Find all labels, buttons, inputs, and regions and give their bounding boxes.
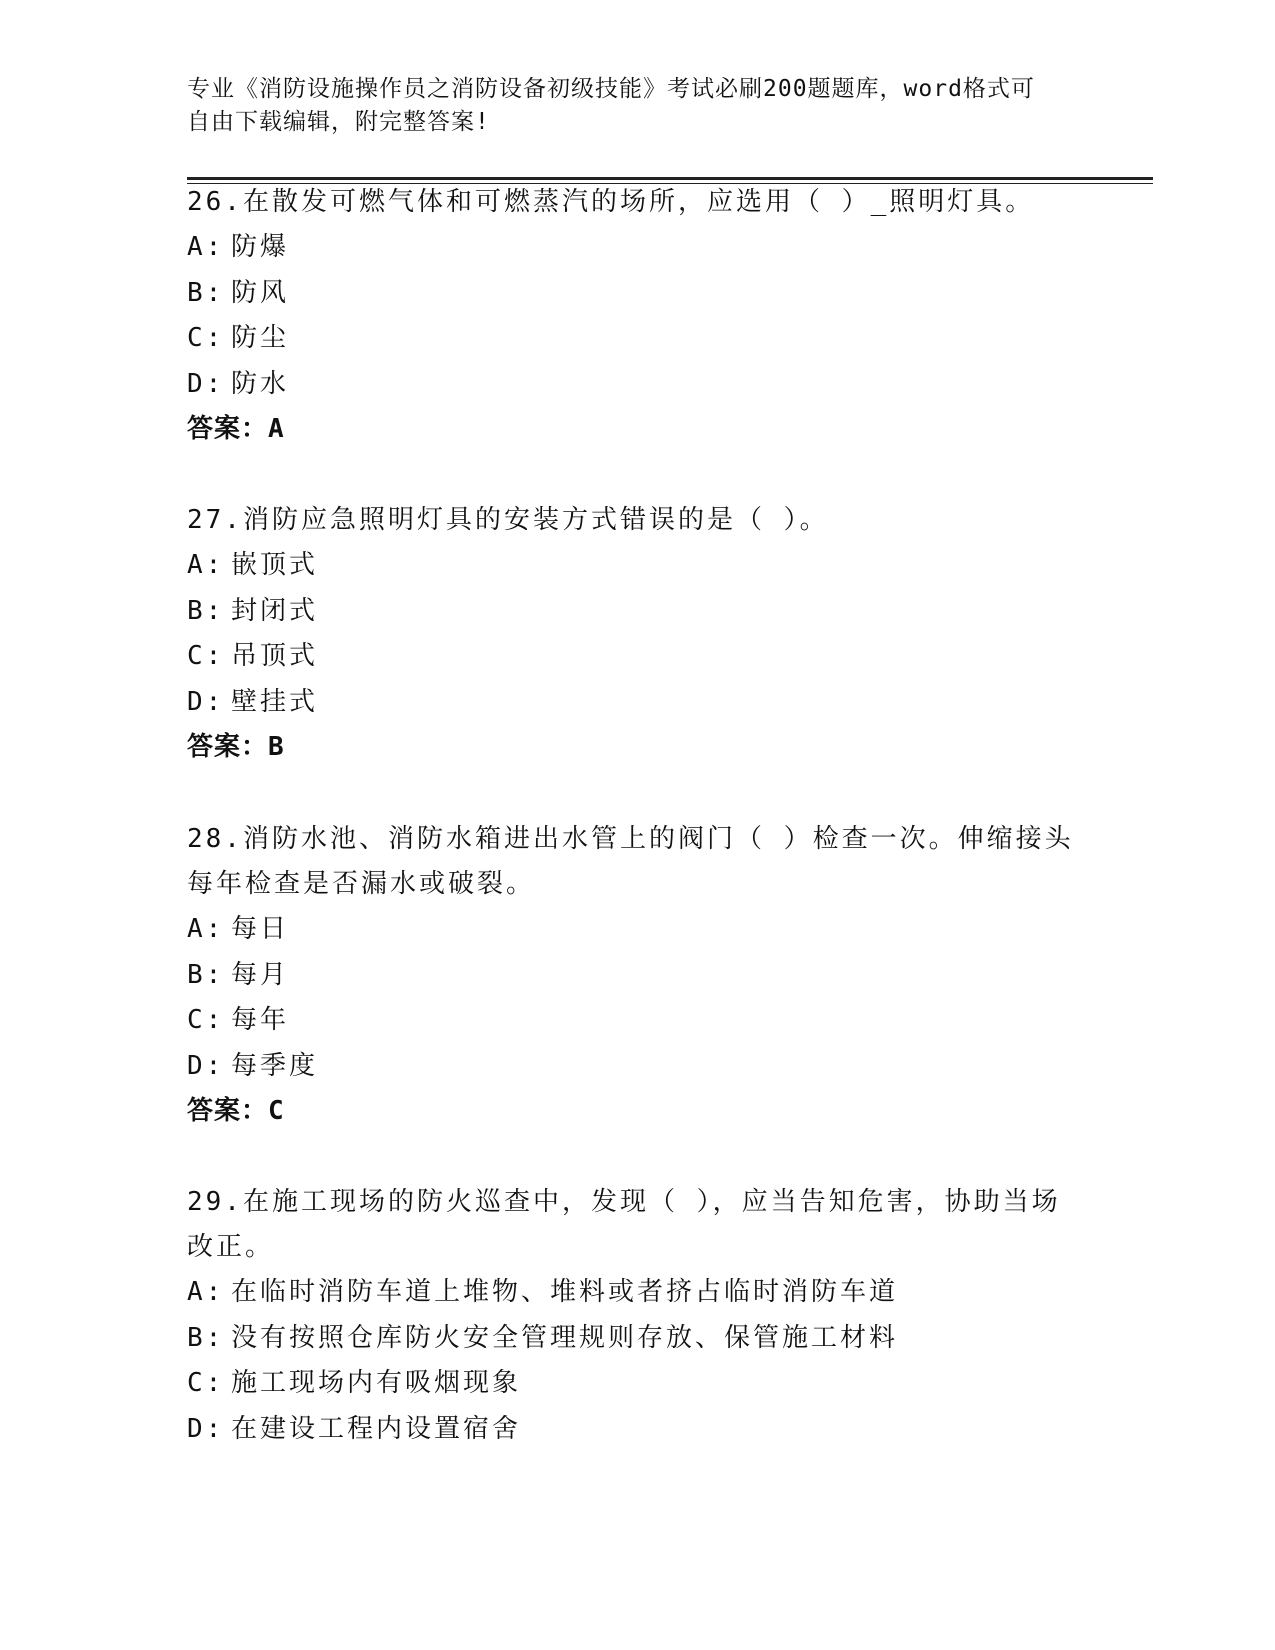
question-28 — [187, 817, 1087, 1134]
option-key: B: — [187, 277, 225, 308]
answer-label: 答案：B — [187, 732, 285, 762]
option-text: 嵌顶式 — [231, 550, 319, 580]
option-a — [187, 543, 1087, 589]
option-key: D: — [187, 368, 225, 399]
question-stem: 28.消防水池、消防水箱进出水管上的阀门（ ）检查一次。伸缩接头每年检查是否漏水或破裂。 — [187, 824, 1074, 899]
option-b — [187, 953, 1087, 999]
option-a — [187, 225, 1087, 271]
option-d — [187, 362, 1087, 408]
option-d — [187, 1407, 1087, 1453]
header-line-2: 自由下载编辑，附完整答案! — [187, 109, 490, 135]
option-key: B: — [187, 1322, 225, 1353]
answer-label: 答案：C — [187, 1096, 285, 1126]
option-key: C: — [187, 323, 225, 353]
option-text: 防尘 — [231, 323, 290, 353]
document-header — [187, 73, 1067, 139]
option-key: C: — [187, 1005, 225, 1035]
option-text: 防爆 — [231, 232, 290, 262]
option-text: 在建设工程内设置宿舍 — [231, 1413, 522, 1444]
option-text: 吊顶式 — [231, 641, 319, 671]
option-key: C: — [187, 641, 225, 671]
option-text: 每日 — [231, 914, 290, 944]
option-text: 每月 — [231, 959, 290, 990]
option-text: 在临时消防车道上堆物、堆料或者挤占临时消防车道 — [231, 1277, 899, 1307]
question-27 — [187, 498, 1087, 770]
option-key: B: — [187, 595, 225, 626]
option-key: B: — [187, 959, 225, 990]
question-stem: 27.消防应急照明灯具的安装方式错误的是（ ）。 — [187, 505, 829, 535]
option-d — [187, 680, 1087, 726]
question-stem: 26.在散发可燃气体和可燃蒸汽的场所，应选用（ ）_照明灯具。 — [187, 187, 1035, 217]
option-c — [187, 316, 1087, 362]
header-line-1: 专业《消防设施操作员之消防设备初级技能》考试必刷200题题库，word格式可 — [187, 76, 1035, 102]
question-stem: 29.在施工现场的防火巡查中，发现（ ），应当告知危害，协助当场改正。 — [187, 1187, 1061, 1262]
option-b — [187, 1316, 1087, 1362]
option-key: C: — [187, 1368, 225, 1398]
option-text: 壁挂式 — [231, 686, 319, 717]
option-d — [187, 1044, 1087, 1090]
option-text: 施工现场内有吸烟现象 — [231, 1368, 522, 1398]
option-c — [187, 1361, 1087, 1407]
question-29 — [187, 1180, 1087, 1452]
answer-label: 答案：A — [187, 414, 285, 444]
option-key: A: — [187, 550, 225, 580]
option-a — [187, 1270, 1087, 1316]
option-text: 每年 — [231, 1005, 290, 1035]
option-text: 防风 — [231, 277, 290, 308]
option-b — [187, 271, 1087, 317]
option-key: A: — [187, 914, 225, 944]
option-key: A: — [187, 1277, 225, 1307]
option-c — [187, 634, 1087, 680]
option-text: 防水 — [231, 368, 290, 399]
question-26 — [187, 180, 1087, 452]
option-key: D: — [187, 686, 225, 717]
option-key: D: — [187, 1413, 225, 1444]
option-key: A: — [187, 232, 225, 262]
option-text: 每季度 — [231, 1050, 319, 1081]
option-text: 封闭式 — [231, 595, 319, 626]
option-text: 没有按照仓库防火安全管理规则存放、保管施工材料 — [231, 1322, 899, 1353]
option-b — [187, 589, 1087, 635]
option-a — [187, 907, 1087, 953]
option-key: D: — [187, 1050, 225, 1081]
option-c — [187, 998, 1087, 1044]
